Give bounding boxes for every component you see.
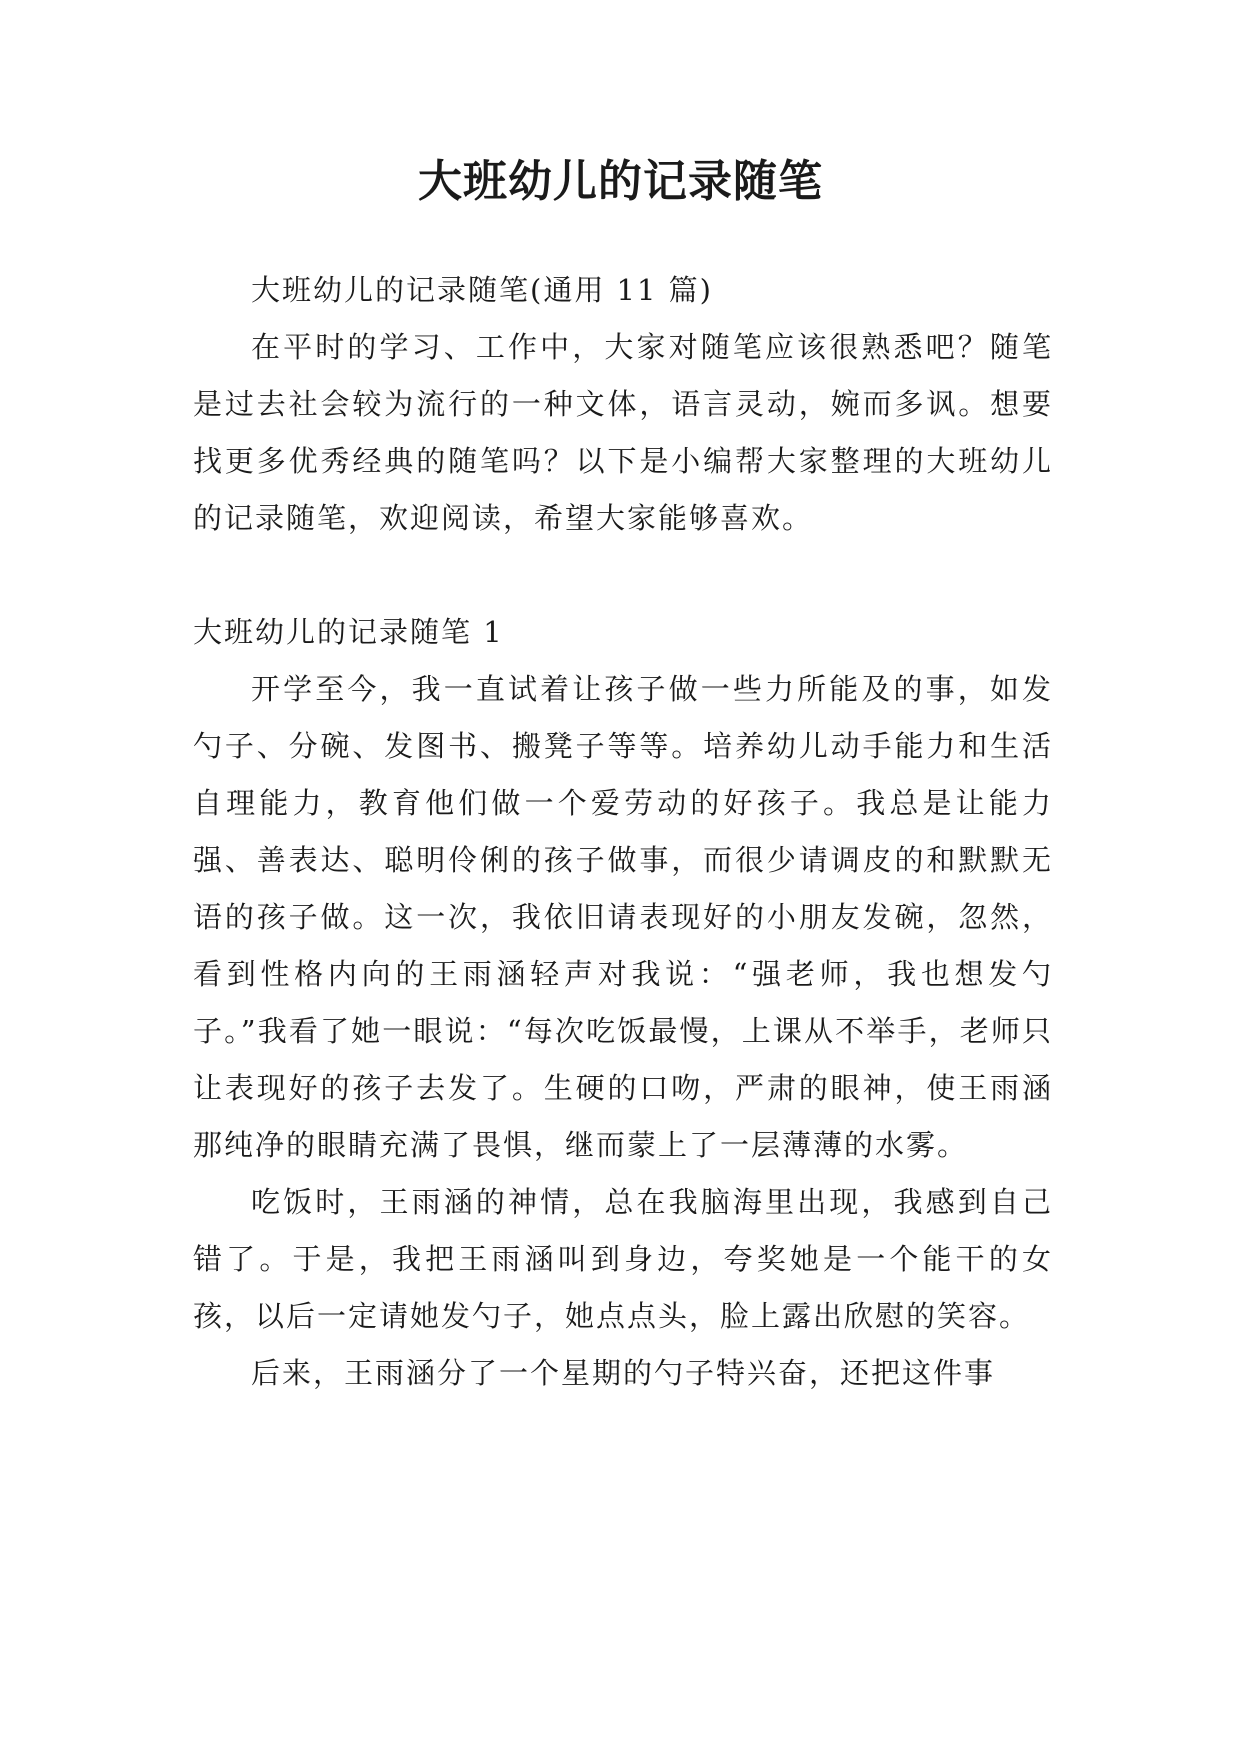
body-paragraph: 吃饭时，王雨涵的神情，总在我脑海里出现，我感到自己错了。于是，我把王雨涵叫到身边，夸奖她是一个能干的女孩，以后一定请她发勺子，她点点头，脸上露出欣慰的笑容。 — [193, 1185, 1053, 1333]
section-heading: 大班幼儿的记录随笔 1 — [193, 615, 504, 649]
document-title: 大班幼儿的记录随笔 — [418, 156, 823, 207]
body-paragraph: 开学至今，我一直试着让孩子做一些力所能及的事，如发勺子、分碗、发图书、搬凳子等等。培养幼儿动手能力和生活自理能力，教育他们做一个爱劳动的好孩子。我总是让能力强、善表达、聪明伶俐的孩子做事，而很少请调皮的和默默无语的孩子做。这一次，我依旧请表现好的小朋友发碗，忽然，看到性格内向的王雨涵轻声对我说：“强老师，我也想发勺子。”我看了她一眼说：“每次吃饭最慢，上课从不举手，老师只让表现好的孩子去发了。生硬的口吻，严肃的眼神，使王雨涵那纯净的眼睛充满了畏惧，继而蒙上了一层薄薄的水雾。 — [193, 672, 1053, 1162]
document-body — [193, 262, 1053, 1402]
paragraph-gap — [193, 547, 1053, 604]
document-subtitle: 大班幼儿的记录随笔(通用 11 篇) — [251, 273, 713, 307]
intro-paragraph: 在平时的学习、工作中，大家对随笔应该很熟悉吧？随笔是过去社会较为流行的一种文体，语言灵动，婉而多讽。想要找更多优秀经典的随笔吗？以下是小编帮大家整理的大班幼儿的记录随笔，欢迎阅读，希望大家能够喜欢。 — [193, 330, 1053, 535]
body-paragraph: 后来，王雨涵分了一个星期的勺子特兴奋，还把这件事 — [251, 1356, 996, 1390]
